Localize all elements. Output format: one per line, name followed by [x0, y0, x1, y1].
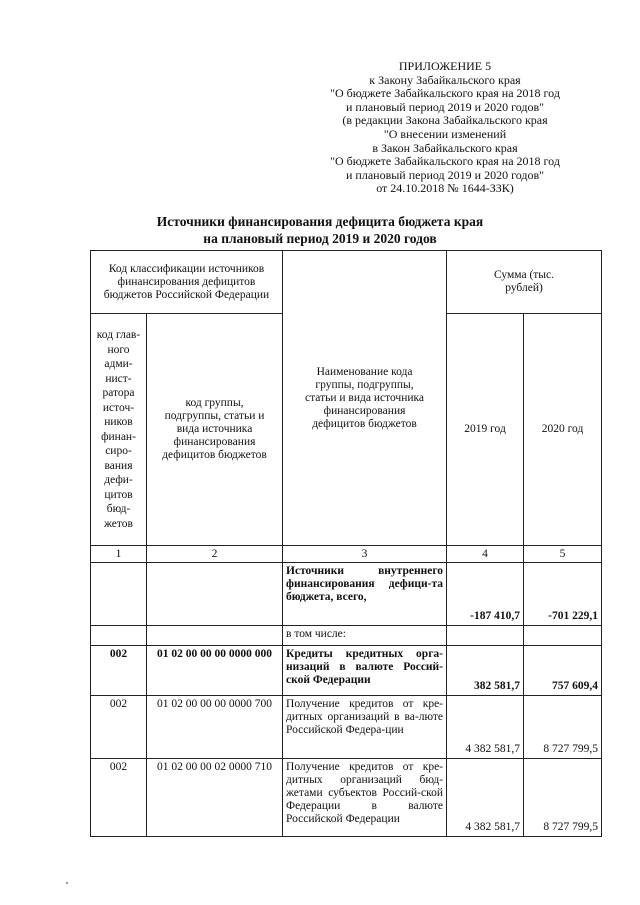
header-code-group: Код классификации источников финансирования дефицитов бюджетов Российской Федерации	[91, 251, 283, 314]
group-code-cell	[147, 563, 283, 626]
admin-code-cell	[91, 563, 147, 626]
value-2020-cell: 8 727 799,5	[524, 696, 602, 759]
table-row	[91, 646, 602, 696]
table-row	[91, 563, 602, 626]
group-code-cell	[147, 626, 283, 646]
admin-code-cell: 002	[91, 696, 147, 759]
column-number-row	[91, 546, 602, 563]
admin-code-cell: 002	[91, 646, 147, 696]
document-title	[60, 213, 580, 247]
value-2020-cell	[524, 626, 602, 646]
appendix-line: "О бюджете Забайкальского края на 2018 год	[330, 154, 560, 169]
appendix-line: "О внесении изменений	[383, 126, 507, 141]
value-2019-cell: -187 410,7	[447, 563, 524, 626]
appendix-line: и плановый период 2019 и 2020 годов"	[345, 167, 545, 182]
value-2019-cell	[447, 626, 524, 646]
header-year-2020: 2020 год	[524, 314, 602, 546]
column-number: 2	[147, 546, 283, 563]
header-sum: Сумма (тыс. рублей)	[447, 251, 602, 314]
group-code-cell: 01 02 00 00 00 0000 700	[147, 696, 283, 759]
value-2019-cell: 382 581,7	[447, 646, 524, 696]
appendix-line: ПРИЛОЖЕНИЕ 5	[398, 59, 492, 73]
header-row-1	[91, 251, 602, 314]
header-group-code: код группы, подгруппы, статьи и вида источника финансирования дефицитов бюджетов	[147, 314, 283, 546]
column-number: 1	[91, 546, 147, 563]
appendix-line: и плановый период 2019 и 2020 годов"	[345, 99, 545, 114]
admin-code-cell: 002	[91, 759, 147, 837]
value-2020-cell: 8 727 799,5	[524, 759, 602, 837]
financing-sources-table	[90, 250, 602, 837]
appendix-line: от 24.10.2018 № 1644-ЗЗК)	[376, 181, 514, 196]
name-cell: Источники внутреннего финансирования дефици-та бюджета, всего,	[283, 563, 447, 626]
name-cell: Получение кредитов от кре-дитных организаций бюд-жетами субъектов Россий-ской Федерации в валюте Российской Федерации	[283, 759, 447, 837]
column-number: 5	[524, 546, 602, 563]
column-number: 3	[283, 546, 447, 563]
title-line-1: Источники финансирования дефицита бюджета края	[156, 214, 484, 229]
table-row	[91, 626, 602, 646]
appendix-line: в Закон Забайкальского края	[372, 140, 518, 155]
value-2019-cell: 4 382 581,7	[447, 696, 524, 759]
value-2019-cell: 4 382 581,7	[447, 759, 524, 837]
table-row	[91, 759, 602, 837]
header-admin-code: код глав-ного адми-нист-ратора источ-ников финан-сиро-вания дефи-цитов бюд-жетов	[91, 314, 147, 546]
name-cell: Получение кредитов от кре-дитных организаций в ва-люте Российской Федера-ции	[283, 696, 447, 759]
scan-speck	[66, 882, 68, 884]
column-number: 4	[447, 546, 524, 563]
name-cell: Кредиты кредитных орга-низаций в валюте Россий-ской Федерации	[283, 646, 447, 696]
appendix-line: к Закону Забайкальского края	[369, 72, 521, 87]
appendix-line: "О бюджете Забайкальского края на 2018 год	[330, 86, 560, 101]
table-row	[91, 696, 602, 759]
value-2020-cell: -701 229,1	[524, 563, 602, 626]
value-2020-cell: 757 609,4	[524, 646, 602, 696]
title-line-2: на плановый период 2019 и 2020 годов	[203, 231, 437, 246]
header-year-2019: 2019 год	[447, 314, 524, 546]
admin-code-cell	[91, 626, 147, 646]
group-code-cell: 01 02 00 00 02 0000 710	[147, 759, 283, 837]
group-code-cell: 01 02 00 00 00 0000 000	[147, 646, 283, 696]
appendix-block	[300, 60, 590, 196]
name-cell: в том числе:	[283, 626, 447, 646]
header-name: Наименование кода группы, подгруппы, статьи и вида источника финансирования дефицитов бюджетов	[283, 251, 447, 546]
appendix-line: (в редакции Закона Забайкальского края	[342, 113, 548, 128]
